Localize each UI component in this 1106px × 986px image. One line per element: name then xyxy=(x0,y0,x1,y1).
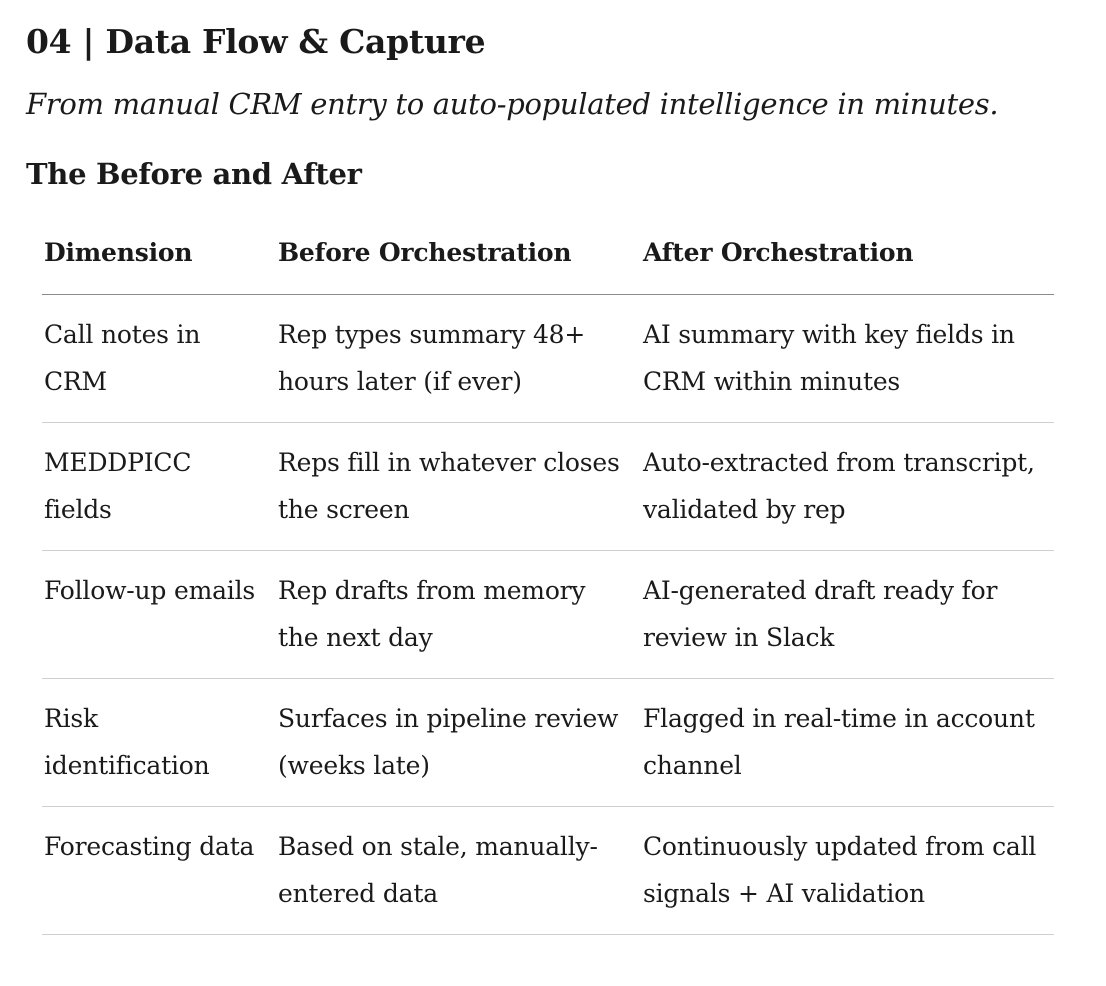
after-cell: Continuously updated from call signals + AI validation xyxy=(641,806,1054,934)
before-cell: Based on stale, manually-entered data xyxy=(276,806,641,934)
before-cell: Surfaces in pipeline review (weeks late) xyxy=(276,678,641,806)
table-heading: The Before and After xyxy=(26,157,362,191)
after-cell: AI summary with key fields in CRM within minutes xyxy=(641,294,1054,422)
table-row xyxy=(42,806,1054,934)
column-header-before: Before Orchestration xyxy=(276,214,641,294)
dimension-cell: Forecasting data xyxy=(42,806,276,934)
column-header-after: After Orchestration xyxy=(641,214,1054,294)
after-cell: Flagged in real-time in account channel xyxy=(641,678,1054,806)
section-title: 04 | Data Flow & Capture xyxy=(26,22,486,61)
column-header-dimension: Dimension xyxy=(42,214,276,294)
dimension-cell: Follow-up emails xyxy=(42,550,276,678)
before-cell: Reps fill in whatever closes the screen xyxy=(276,422,641,550)
before-cell: Rep drafts from memory the next day xyxy=(276,550,641,678)
table-row xyxy=(42,294,1054,422)
dimension-cell: Call notes in CRM xyxy=(42,294,276,422)
dimension-cell: Risk identification xyxy=(42,678,276,806)
before-cell: Rep types summary 48+ hours later (if ever) xyxy=(276,294,641,422)
table-header-row xyxy=(42,214,1054,294)
table-row xyxy=(42,422,1054,550)
table-row xyxy=(42,550,1054,678)
comparison-table xyxy=(42,214,1054,935)
dimension-cell: MEDDPICC fields xyxy=(42,422,276,550)
section-subtitle: From manual CRM entry to auto-populated intelligence in minutes. xyxy=(26,87,999,121)
after-cell: Auto-extracted from transcript, validated by rep xyxy=(641,422,1054,550)
table-row xyxy=(42,678,1054,806)
after-cell: AI-generated draft ready for review in Slack xyxy=(641,550,1054,678)
